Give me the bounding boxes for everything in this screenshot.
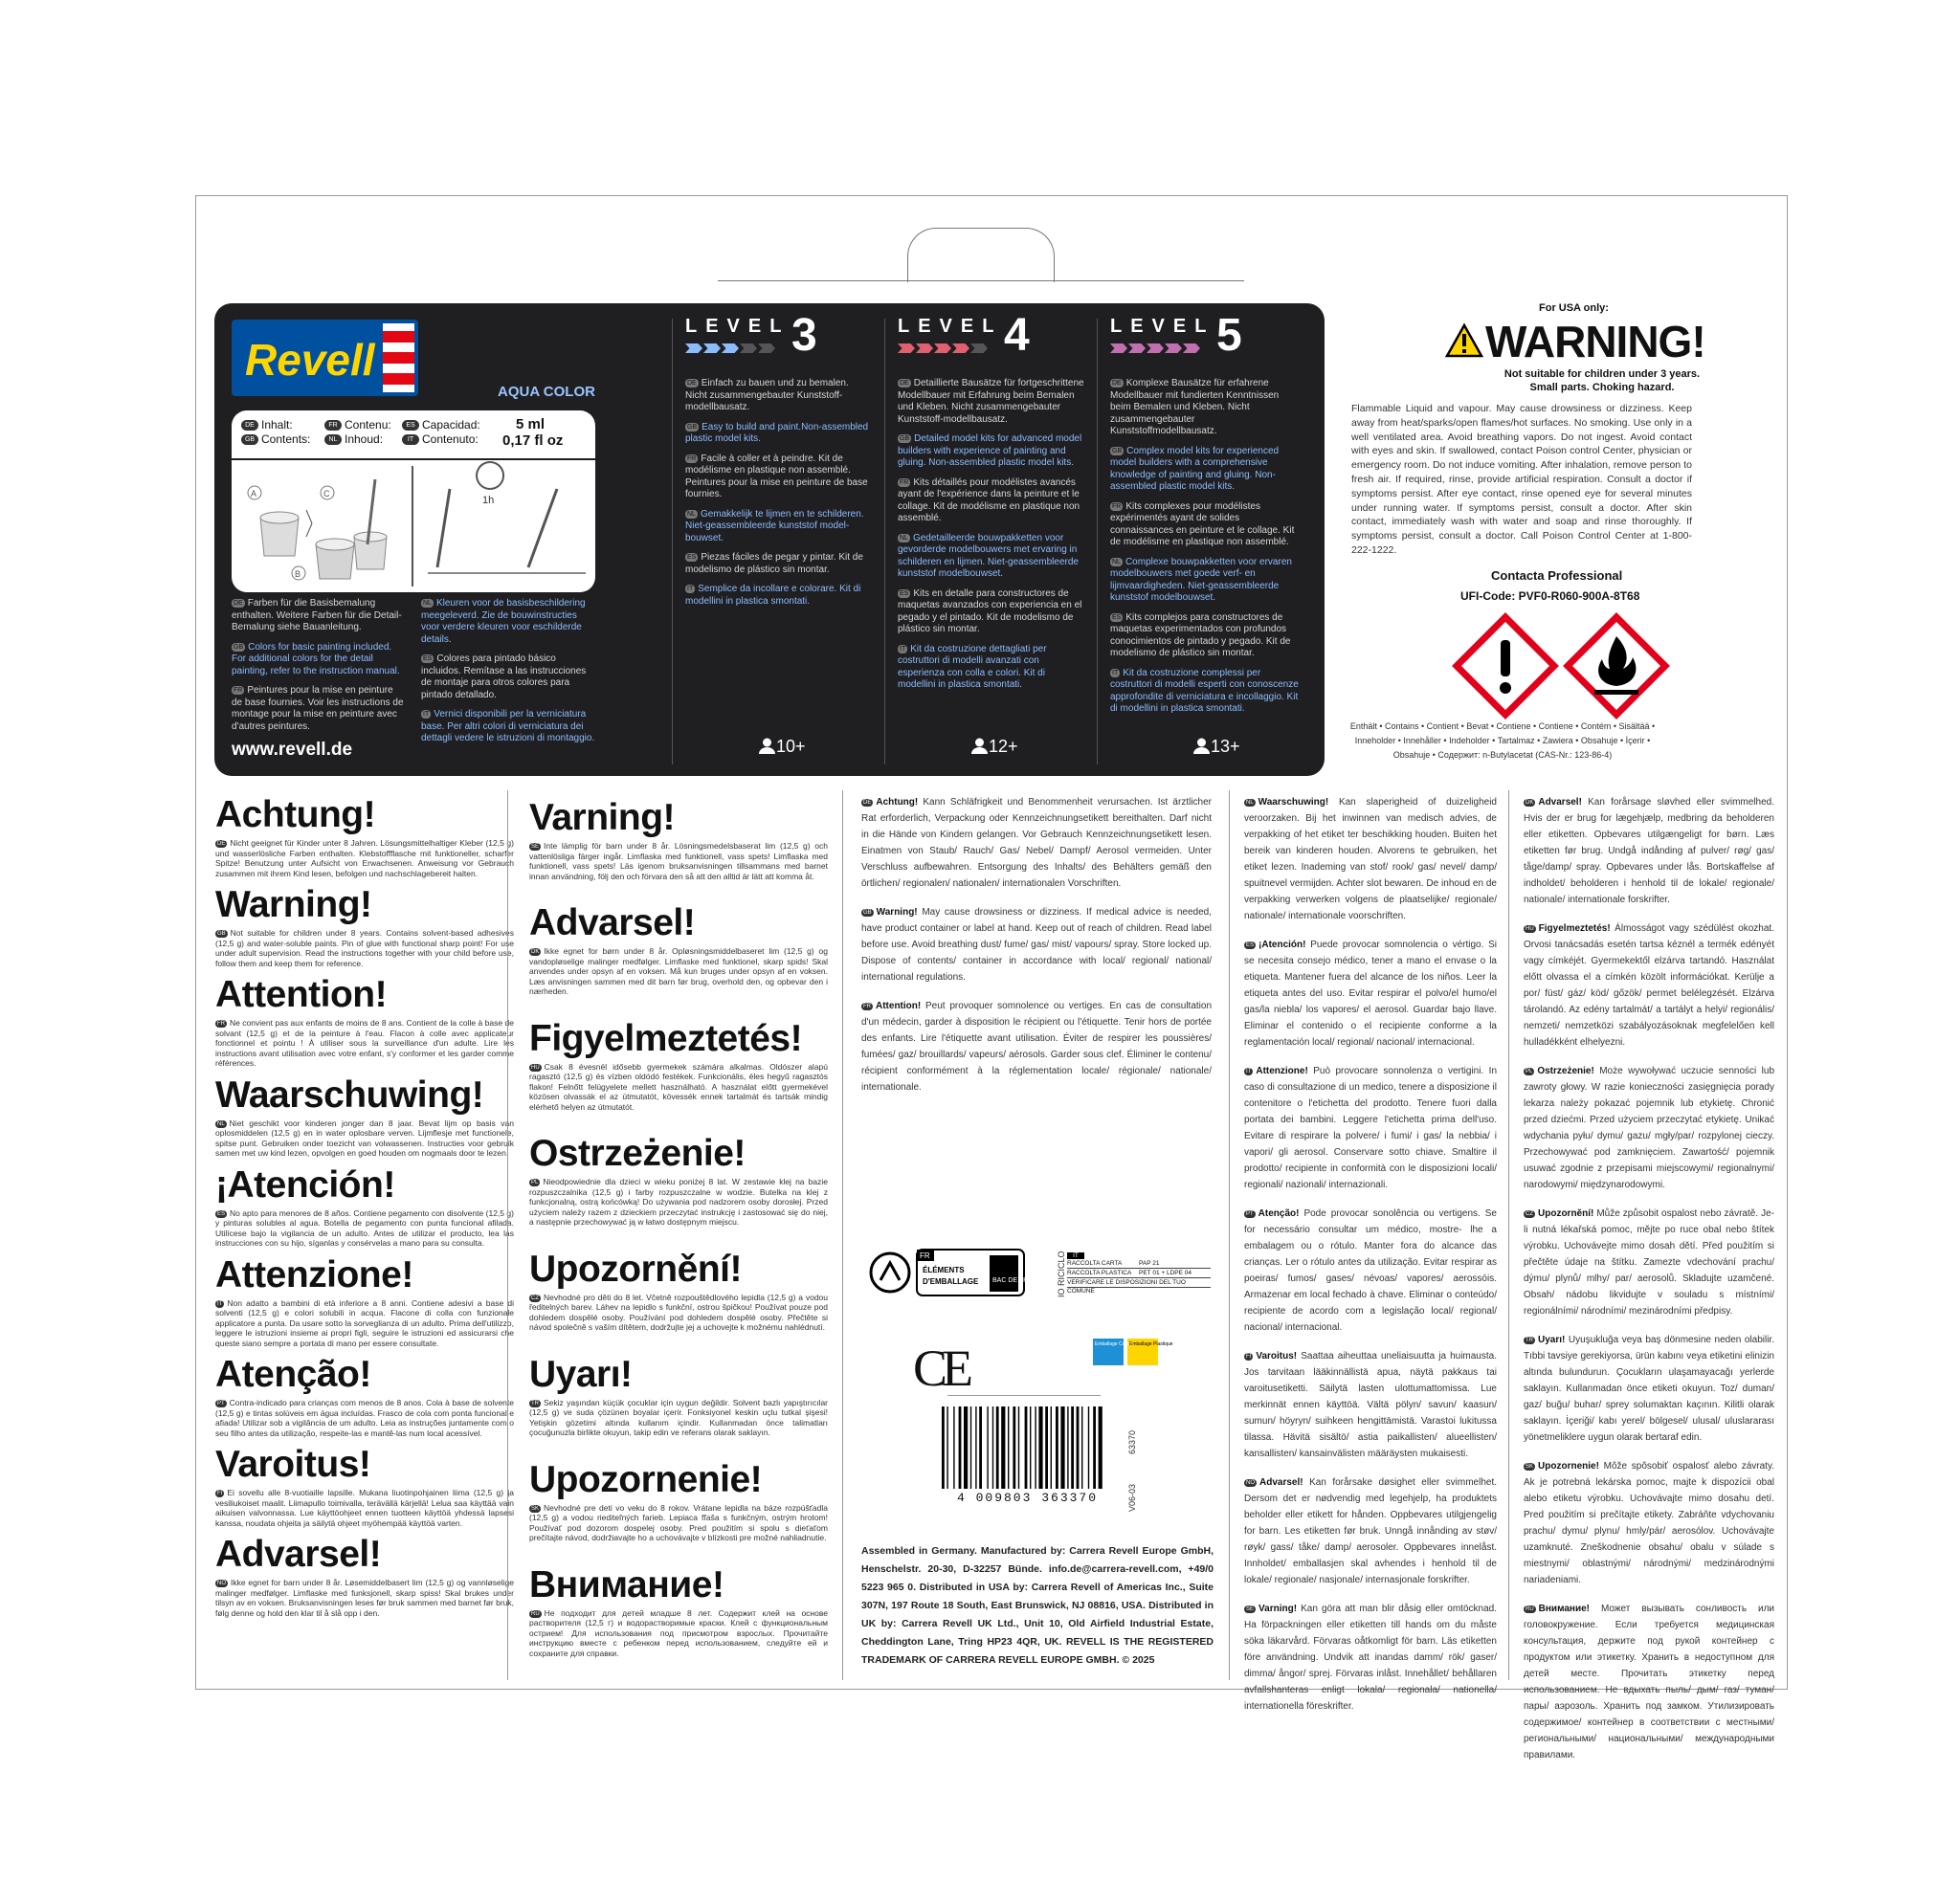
version-code: V06-03 <box>1127 1483 1137 1512</box>
barcode-bar <box>1099 1406 1102 1489</box>
person-icon <box>758 738 776 754</box>
product-panel <box>214 303 1325 776</box>
exclamation-hazard-icon <box>1453 613 1558 719</box>
barcode-bar <box>1081 1406 1082 1489</box>
barcode-bar <box>979 1406 982 1489</box>
level-5-column: LEVEL 5 DE Komplexe Bausätze für erfahrene Modellbauer mit fundierten Kenntnissen beim Bemalen und Kleben. Nicht zusammengebauter Kunststoffmodellbausatz. GB Complex model kits for experienced model builders with a comprehensive knowledge of painting and gluing. Non-assembled plastic model kits. FR Kits complexes pour modélistes expérimentés ayant de solides connaissances en peinture et le collage. Kit de modélisme en plastique non assemblé. NL Complexe bouwpakketten voor ervaren modelbouwers met goede verf- en lijmvaardigheden. Niet-geassembleerde kunststof modelbouwset. ES Kits complejos para constructores de maquetas experimentados con profundos conocimientos de pintado y pegado. Kit de modelismo de plástico sin montar. IT Kit da costruzione complessi per costruttori di modelli esperti con conoscenze approfondite di verniciatura e incollaggio. Kit di modellini in plastica smontati. 13+ <box>1097 303 1325 776</box>
barcode-bar <box>942 1406 945 1489</box>
paint-pot-icon <box>232 460 595 592</box>
barcode-bar <box>1001 1406 1005 1489</box>
barcode-bar <box>1093 1406 1096 1489</box>
barcode-bar <box>996 1406 999 1489</box>
product-name: Contacta Professional <box>1491 568 1623 583</box>
level-word: LEVEL <box>685 316 791 337</box>
fr-bin: BAC DE TRI <box>992 1277 1031 1284</box>
barcode-bar <box>992 1406 993 1489</box>
hazard-col-4: NL Waarschuwing! Kan slaperigheid of duizeligheid veroorzaken. Bij het inwinnen van medisch advies, de verpakking of het etiket ter beschikking houden. Buiten het bereik van kinderen houden. Alvorens te gebruiken, het etiket lezen. Inademing van stof/ rook/ gas/ nevel/ damp/ spuitnevel vermijden. Achter slot bewaren. De inhoud en de verpakking verwerken volgens de plaatselijke/ regionale/ nationale/ internationale voorschriften. ES ¡Atención! Puede provocar somnolencia o vértigo. Si se necesita consejo médico, tener a mano el envase o la etiqueta. Mantener fuera del alcance de los niños. Leer la etiqueta antes del uso. Evitar respirar el polvo/el humo/el gas/la niebla/ los vapores/ el aerosol. Guardar bajo llave. Eliminar el contenido o el recipiente conforme a la reglamentación local/ regional/ nacional/ internacional. IT Attenzione! Può provocare sonnolenza o vertigini. In caso di consultazione di un medico, tenere a disposizione il contenitore o l'etichetta del prodotto. Tenere fuori dalla portata dei bambini. Leggere l'etichetta prima dell'uso. Evitare di respirare la polvere/ i fumi/ i gas/ la nebbia/ i vapori/ gli aerosol. Conservare sotto chiave. Smaltire il prodotto/ recipiente in conformità con le disposizioni locali/ regionali/ nazionali/ internazionali. PT Atenção! Pode provocar sonolência ou vertigens. Se for necessário consultar um médico, mostre- lhe a embalagem ou o rótulo. Manter fora do alcance das crianças. Ler o rótulo antes da utilização. Evitar respirar as poeiras/ fumos/ gases/ névoas/ vapores/ aerossóis. Armazenar em local fechado à chave. Eliminar o conteúdo/ recipiente de acordo com a legislação local/ regional/ nacional/ internacional. FI Varoitus! Saattaa aiheuttaa uneliaisuutta ja huimausta. Jos tarvitaan lääkinnällistä apua, näytä pakkaus tai varoitusetiketti. Säilytä lasten ulottumattomissa. Lue merkinnät ennen käyttöä. Vältä pölyn/ savun/ kaasun/ sumun/ höyryn/ suihkeen hengittämistä. Varastoi lukitussa tilassa. Hävitä sisältö/ astia paikallisten/ alueellisten/ kansallisten/ kansainvälisten määräysten mukaisesti. NO Advarsel! Kan forårsake døsighet eller svimmelhet. Dersom det er nødvendig med legehjelp, ha produktets beholder eller etikett for hånden. Oppbevares utilgjengelig for barn. Les etiketten før bruk. Unngå innånding av støv/ røyk/ gass/ tåke/ damp/ aerosoler. Oppbevares innelåst. Innholdet/ emballasjen skal avhendes i henhold til de lokale/ regionale/ nasjonale/ internasjonale forskrifter. SE Varning! Kan göra att man blir dåsig eller omtöcknad. Ha förpackningen eller etiketten till hands om du måste söka läkarvård. Förvaras oåtkomligt för barn. Läs etiketten före användning. Undvik att inandas damm/ rök/ gaser/ dimma/ ångor/ sprej. Förvaras inlåst. Innehållet/ behållaren avfallshanteras enligt lokala/ regionala/ nationella/ internationella föreskrifter. <box>1244 797 1498 1712</box>
emballage-tags-icon <box>1091 1337 1173 1367</box>
barcode-number: 4 009803 363370 <box>957 1491 1099 1505</box>
barcode-bar <box>975 1406 976 1489</box>
warning-body: Flammable Liquid and vapour. May cause drowsiness or dizziness. Keep away from heat/sparks/open flames/hot surfaces. No smoking. Use only in a well ventilated area. Avoid breathing vapors. Do not ingest. Avoid contact with eyes and skin. If swallowed, contact Poison control Center, physician or emergency room. Do not induce vomiting. After inhalation, remove person to fresh air. If required, rinse, provide artificial respiration. Consult a doctor if symptoms persist. After eye contact, rinse opened eye for several minutes under running water. If symptoms persist, consult a doctor. After skin contact, immediately wash with water and soap and rinse thoroughly. If symptoms persist, consult a doctor. Call Poison Control Center at 1-800-222-1222. <box>1351 403 1692 556</box>
barcode-bar <box>970 1406 971 1489</box>
hazard-col-5: DK Advarsel! Kan forårsage sløvhed eller svimmelhed. Hvis der er brug for lægehjælp, medbring da beholderen eller etiketten. Opbevares utilgængeligt for børn. Læs etiketten før brug. Undgå indånding af pulver/ røg/ gas/ tåge/damp/ spray. Opbevares under lås. Bortskaffelse af indholdet/ beholderen i henhold til de lokale/ regionale/ nationale/ internationale forskrifter. HU Figyelmeztetés! Álmosságot vagy szédülést okozhat. Orvosi tanácsadás esetén tartsa kéznél a termék edényét vagy címkéjét. Gyermekektől elzárva tartandó. Használat előtt olvassa el a címkén közölt információkat. Kerülje a por/ füst/ gáz/ köd/ gőzök/ permet belélegzését. Elzárva tárolandó. Az edény tartalmát/ a tartályt a helyi/ regionális/ nemzeti/ nemzetközi szabályozásoknak megfelelően kell hulladékként elhelyezni. PL Ostrzeżenie! Może wywoływać uczucie senności lub zawroty głowy. W razie konieczności zasięgnięcia porady lekarza należy pokazać pojemnik lub etykietę. Chronić przed dziećmi. Przed użyciem przeczytać etykietę. Unikać wdychania pyłu/ dymu/ gazu/ mgły/par/ rozpylonej cieczy. Przechowywać pod zamknięciem. Zawartość/ pojemnik usuwać zgodnie z przepisami miejscowymi/ regionalnymi/ narodowymi/ międzynarodowymi. CZ Upozornění! Může způsobit ospalost nebo závratě. Je-li nutná lékařská pomoc, mějte po ruce obal nebo štítek výrobku. Uchovávejte mimo dosah dětí. Před použitím si přečtěte údaje na štítku. Zamezte vdechování prachu/ dýmu/ plynů/ mlhy/ par/ aerosolů. Skladujte uzamčené. Obsah/ nádobu likvidujte v souladu s místními/ regionálními/ národními/ mezinárodními předpisy. TR Uyarı! Uyuşukluğa veya baş dönmesine neden olabilir. Tıbbi tavsiye gerekiyorsa, ürün kabını veya etiketini elinizin altında bulundurun. Çocukların ulaşamayacağı yerlerde saklayın. Kullanmadan önce etiketi okuyun. Toz/ duman/ gaz/ buğu/ buhar/ sprey solumaktan kaçının. Kilitli olarak saklayın. İçeriği/ kabı yerel/ bölgesel/ ulusal/ uluslararası yönetmeliklere uygun olarak bertaraf edin. SK Upozornenie! Môže spôsobiť ospalosť alebo závraty. Ak je potrebná lekárska pomoc, majte k dispozícii obal alebo etiketu výrobku. Uchovávajte mimo dosahu detí. Pred použitím si prečítajte etikety. Zabráňte vdychovaniu prachu/ dymu/ plynu/ hmly/pár/ aerosólov. Uchovávajte uzamknuté. Zneškodnenie obsahu/ obalu v súlade s miestnymi/ oblastnými/ národnými/ medzinárodnými nariadeniami. RU Внимание! Может вызывать сонливость или головокружение. Если требуется медицинская консультация, держите под рукой контейнер с продуктом или этикетку. Хранить в недоступном для детей месте. Прочитать этикетку перед использованием. Не вдыхать пыль/ дым/ газ/ туман/ пары/ аэрозоль. Хранить под замком. Утилизировать содержимое/ контейнер в соответствии с местными/ региональными/ национальными/ международными правилами. <box>1524 797 1775 1760</box>
barcode-bar <box>953 1406 954 1489</box>
ce-mark: CE <box>913 1340 969 1397</box>
level-word: LEVEL <box>898 316 1003 337</box>
barcode-bar <box>1067 1406 1068 1489</box>
barcode-bar <box>1077 1406 1080 1489</box>
fr-text-1: ÉLÉMENTS <box>923 1266 965 1274</box>
level-arrows <box>685 341 776 358</box>
italian-recycling-table: IT RACCOLTA CARTA PAP 21 RACCOLTA PLASTICA PET 01 + LDPE 04 VERIFICARE LE DISPOSIZIONI DEL TUO COMUNE <box>1067 1252 1211 1288</box>
barcode-bar <box>964 1406 968 1489</box>
level-number: 4 <box>1004 310 1030 361</box>
level-word: LEVEL <box>1110 316 1215 337</box>
revell-logo <box>232 320 418 396</box>
barcode-bar <box>1045 1406 1048 1489</box>
barcode-bar <box>1056 1406 1058 1489</box>
fr-text-2: D'EMBALLAGE <box>923 1277 979 1286</box>
barcode-bar <box>1071 1406 1074 1489</box>
ufi-code: UFI-Code: PVF0-R060-900A-8T68 <box>1460 589 1640 603</box>
barcode-bar <box>1018 1406 1019 1489</box>
person-icon <box>1192 738 1211 754</box>
barcode-bar <box>1025 1406 1028 1489</box>
person-icon <box>970 738 989 754</box>
fr-label: Contenu: <box>345 418 391 432</box>
barcode-bar <box>1013 1406 1015 1489</box>
de-label: Inhalt: <box>261 418 293 432</box>
barcode-bar <box>1008 1406 1009 1489</box>
product-line: AQUA COLOR <box>498 384 595 400</box>
nl-label: Inhoud: <box>345 432 384 446</box>
age-rating: 13+ <box>1192 737 1240 757</box>
warnings-col-1: Achtung! DE Nicht geeignet für Kinder unter 8 Jahren. Lösungsmittelhaltiger Kleber (12,5 g) und wasserlösliche Farben enthalten. Klebstoffflasche mit funktioneller, scharfer Spitze! Benutzung unter Aufsicht von Erwachsenen. Anweisung vor Gebrauch zusammen mit ihrem Kind lesen, befolgen und nachschlagebereit halten. Warning! GB Not suitable for children under 8 years. Contains solvent-based adhesives (12,5 g) and water-soluble paints. Pin of glue with functional sharp point! For use under adult supervision. Read the instructions together with your child before use, follow them and keep them for reference. Attention! FR Ne convient pas aux enfants de moins de 8 ans. Contient de la colle à base de solvant (12,5 g) et de la peinture à l'eau. Flacon à colle avec applicateur fonctionnel et pointu ! À utiliser sous la surveillance d'un adulte. Lire les instructions avant utilisation avec votre enfant, s'y conformer et les garder comme références. Waarschuwing! NL Niet geschikt voor kinderen jonger dan 8 jaar. Bevat lijm op basis van oplosmiddelen (12,5 g) en in water oplosbare verven. Lijmflesje met functionele, spitse punt. Gebruiken onder toezicht van volwassenen. Instructies voor gebruik samen met uw kind lezen, opvolgen en goed houden om nogmaals door te lezen. ¡Atención! ES No apto para menores de 8 años. Contiene pegamento con disolvente (12,5 g) y pinturas solubles al agua. Botella de pegamento con punta funcional afilada. Utilícese bajo la vigilancia de un adulto. Antes de utilizar el producto, lea las instrucciones con su hijo, síganlas y consérvelas a mano para su consulta. Attenzione! IT Non adatto a bambini di età inferiore a 8 anni. Contiene adesivi a base di solventi (12,5 g) e colori solubili in acqua. Flacone di colla con funzionale applicatore a punta. Da usare sotto la sorveglianza di un adulto. Prima dell'utilizzo, leggere le istruzioni insieme ai propri figli, seguire le istruzioni ed assicurarsi che queste siano sempre a portata di mano per essere consultate. Atenção! PT Contra-indicado para crianças com menos de 8 anos. Cola à base de solvente (12,5 g) e tintas solúveis em água incluídas. Frasco de cola com ponta funcional e afiada! Utilizar sob a vigilância de um adulto. Leia as instruções juntamente com o seu filho antes da utilização, respeite-las e mantê-las num local acessível. Varoitus! FI Ei sovellu alle 8-vuotiaille lapsille. Mukana liuotinpohjainen liima (12,5 g) ja vesiliukoiset maalit. Liimapullo toimivalla, terävällä kärjellä! Lelua saa käyttää vain aikuisen valvonnassa. Lue käyttöohjeet ennen tuotteen käyttöä yhdessä lapsesi kanssa, noudata ohjeita ja säilytä ohjeet myöhempää käyttöä varten. Advarsel! NO Ikke egnet for barn under 8 år. Løsemiddelbasert lim (12,5 g) og vannløselige malinger medfølger. Limflaske med funksjonell, skarp spiss! Skal brukes under tilsyn av en voksen. Bruksanvisningen leses før bruk sammen med barnet før bruk, følg denne og hold den klar til å slå opp i den. <box>215 794 514 1618</box>
barcode-bar <box>1030 1406 1031 1489</box>
logo-text: Revell <box>245 335 375 385</box>
svg-text:B: B <box>295 569 301 579</box>
contents-box: DE Inhalt: GB Contents: FR Contenu: NL Inhoud: ES Capacidad: IT Contenuto: 5 ml 0,17 fl oz <box>232 410 595 458</box>
age-rating: 12+ <box>970 737 1018 757</box>
warning-triangle-icon <box>1445 323 1483 358</box>
barcode-bar <box>1038 1406 1042 1489</box>
volume-ml: 5 ml <box>516 416 546 432</box>
left-text-col-1: DE Farben für die Basisbemalung enthalten. Weitere Farben für die Detail-Bemalung siehe Bauanleitung. GB Colors for basic painting included. For additional colors for the detail painting, refer to the instruction manual. FR Peintures pour la mise en peinture de base fournies. Voir les instructions de montage pour la mise en peinture avec d'autres peintures. <box>232 598 404 732</box>
barcode-bar <box>1060 1406 1064 1489</box>
warning-subtitle: Not suitable for children under 3 years. Small parts. Choking hazard. <box>1503 368 1701 393</box>
timer-label: 1h <box>482 495 495 506</box>
triman-recycling-icon <box>867 1244 1031 1301</box>
warning-title: WARNING! <box>1485 317 1705 366</box>
level-4-column: LEVEL 4 DE Detaillierte Bausätze für fortgeschrittene Modellbauer mit Erfahrung beim Bemalen und Kleben. Nicht zusammengebauter Kunststoff-modellbausatz. GB Detailed model kits for advanced model builders with experience of painting and gluing. Non-assembled plastic model kits. FR Kits détaillés pour modélistes avancés ayant de l'expérience dans la peinture et le collage. Kit de modélisme en plastique non assemblé. NL Gedetailleerde bouwpakketten voor gevorderde modelbouwers met ervaring in schilderen en lijmen. Niet-geassembleerde kunststof modelbouwset. ES Kits en detalle para constructores de maquetas avanzados con experiencia en el pegado y el pintado. Kit de modelismo de plástico sin montar. IT Kit da costruzione dettagliati per costruttori di modelli avanzati con esperienza con colla e colori. Kit di modellini in plastica smontati. 12+ <box>884 303 1097 776</box>
es-label: Capacidad: <box>422 418 480 432</box>
flame-hazard-icon <box>1564 613 1669 719</box>
article-number: 63370 <box>1127 1429 1137 1454</box>
left-text-col-2: NL Kleuren voor de basisbeschildering meegeleverd. Zie de bouwinstructies voor verdere kleuren voor eschilderde details. ES Colores para pintado básico incluidos. Remítase a las instrucciones de montaje para otros colores para pintado detallado. IT Vernici disponibili per la verniciatura base. Per altri colori di verniciatura dei dettagli vedere le istruzioni di montaggio. <box>421 598 595 743</box>
level-3-column: LEVEL 3 DE Einfach zu bauen und zu bemalen. Nicht zusammengebauter Kunststoff-modellbausatz. GB Easy to build and paint.Non-assembled plastic model kits. FR Facile à coller et à peindre. Kit de modélisme en plastique non assemblé. Peintures pour la mise en peinture de base fournies. NL Gemakkelijk te lijmen en te schilderen. Niet-geassembleerde kunststof model-bouwset. ES Piezas fáciles de pegar y pintar. Kit de modelismo de plástico sin montar. IT Semplice da incollare e colorare. Kit di modellini in plastica smontati. 10+ <box>672 303 884 776</box>
gb-label: Contents: <box>261 432 311 446</box>
hanger-hole <box>907 228 1055 282</box>
barcode-bar <box>987 1406 988 1489</box>
warnings-col-2: Varning! SE Inte lämplig för barn under 8 år. Lösningsmedelsbaserat lim (12,5 g) och vattenlösliga färger ingår. Limflaska med funktionell, vass spets! Limflaska med funktionell, vass spets! Läs igenom bruksanvisningen tillsammans med barnet innan användning, följ den och förvara den så att den alltid är lätt att komma åt. Advarsel! DK Ikke egnet for børn under 8 år. Opløsningsmiddelbaseret lim (12,5 g) og vandopløselige malinger medfølger. Limflaske med funktionel, skarp spids! Skal anvendes under opsyn af en voksen. Må kun bruges under opsyn af en voksen. Læs anvisningen sammen med dit barn før brug, overhold den, og opbevar den i nærheden. Figyelmeztetés! HU Csak 8 évesnél idősebb gyermekek számára alkalmas. Oldószer alapú ragasztó (12,5 g) és vízben oldódó festékek. Funkcionális, éles hegyű ragasztós flakon! Felnőtt felügyelete mellett használható. A használat előtt gyermekével közösen olvassák el az útmutatót, kövessék ennek tartalmát és tartsák mindig elérhető helyen az útmutatót. Ostrzeżenie! PL Nieodpowiednie dla dzieci w wieku poniżej 8 lat. W zestawie klej na bazie rozpuszczalnika (12,5 g) i farby rozpuszczalne w wodzie. Butelka na klej z funkcjonalną, ostrą końcówką! Do używania pod nadzorem osoby dorosłej. Przed użyciem należy razem z dzieckiem przeczytać instrukcję i zastosować się do niej, a następnie przechowywać ją w łatwo dostępnym miejscu. Upozornění! CZ Nevhodné pro děti do 8 let. Včetně rozpouštědlového lepidla (12,5 g) a vodou ředitelných barev. Láhev na lepidlo s funkční, ostrou špičkou! Používat pouze pod dohledem dospělé osoby. Používání pod dohledem dospělé osoby. Přečtěte si návod společně s vaším dítětem, dodržujte jej a uchovejte k možnému nahlédnutí. Uyarı! TR Sekiz yaşından küçük çocuklar için uygun değildir. Solvent bazlı yapıştırıcılar (12,5 g) ve suda çözünen boyalar içerir. Fonksiyonel keskin uçlu tutkal şişesi! Yetişkin gözetimi altında kullanım içindir. Kullanmadan önce talimatları çocuğunuzla birlikte okuyun, takip edin ve referans olarak saklayın. Upozornenie! SK Nevhodné pre deti vo veku do 8 rokov. Vrátane lepidla na báze rozpúšťadla (12,5 g) a vodou riediteľných farieb. Lepiaca fľaša s funkčným, ostrým hrotom! Používať pod dozorom dospelej osoby. Pred použitím si spolu s dieťaťom prečítajte návod, dodržiavajte ho a uchovávajte v blízkosti pre možné nahliadnutie. Внимание! RU Не подходит для детей младше 8 лет. Содержит клей на основе растворителя (12,5 г) и водорастворимые краски. Клей с функциональным острием! Для использования под присмотром взрослых. Прочитайте инструкцию вместе с ребенком перед использованием, следуйте ей и сохраните для справки. <box>529 797 828 1658</box>
level-number: 5 <box>1216 310 1242 361</box>
barcode-bar <box>1035 1406 1036 1489</box>
manufacturer-info: Assembled in Germany. Manufactured by: Carrera Revell Europe GmbH, Henschelstr. 20-30, D-32257 Bünde. info.de@carrera-revell.com, +49/0 5223 965 0. Distributed in USA by: Carrera Revell of Americas Inc., Suite 307N, 197 Route 18 South, East Brunswick, NJ 08816, USA. Distributed in UK by: Carrera Revell UK Ltd., Unit 10, Old Airfield Industrial Estate, Cheddington Lane, Tring HP23 4QR, UK. REVELL IS THE REGISTERED TRADEMARK OF CARRERA REVELL EUROPE GMBH. © 2025 <box>861 1545 1214 1666</box>
contains-text: Enthält • Contains • Contient • Bevat • Contiene • Contiene • Contém • Sisältää • Inneholder • Innehåller • Indeholder • Tartalmaz • Zawiera • Obsahuje • İçerir • Obsahuje • Содержит: n-Butylacetat (CAS-Nr.: 123-86-4) <box>1349 721 1656 760</box>
level-arrows <box>1110 341 1201 358</box>
fr-tag: FR <box>920 1251 930 1260</box>
barcode-bar <box>1088 1406 1089 1489</box>
paint-illustration <box>232 460 595 592</box>
level-number: 3 <box>791 310 817 361</box>
it-side-label: IO RICICLO <box>1057 1251 1066 1297</box>
hanger-line <box>718 280 1244 281</box>
level-arrows <box>898 341 989 358</box>
website: www.revell.de <box>232 740 353 760</box>
usa-only-label: For USA only: <box>1539 302 1609 314</box>
age-rating: 10+ <box>758 737 806 757</box>
it-label: Contenuto: <box>422 432 479 446</box>
barcode-bar <box>1051 1406 1052 1489</box>
svg-text:A: A <box>251 489 257 498</box>
svg-text:C: C <box>323 489 330 498</box>
hazard-col-3: DE Achtung! Kann Schläfrigkeit und Benommenheit verursachen. Ist ärztlicher Rat erforderlich, Verpackung oder Kennzeichnungsetikett bereithalten. Darf nicht in die Hände von Kindern gelangen. Vor Gebrauch Kennzeichnungsetikett lesen. Einatmen von Staub/ Rauch/ Gas/ Nebel/ Dampf/ Aerosol vermeiden. Unter Verschluss aufbewahren. Entsorgung des Inhalts/ des Behälters gemäß den örtlichen/ regionalen/ nationalen/ internationalen Vorschriften. GB Warning! May cause drowsiness or dizziness. If medical advice is needed, have product container or label at hand. Keep out of reach of children. Read label before use. Avoid breathing dust/ fume/ gas/ mist/ vapours/ spray. Store locked up. Dispose of contents/ container in accordance with local/ regional/ national/ international regulations. FR Attention! Peut provoquer somnolence ou vertiges. En cas de consultation d'un médecin, garder à disposition le récipient ou l'étiquette. Tenir hors de portée des enfants. Lire l'étiquette avant utilisation. Éviter de respirer les poussières/ fumées/ gaz/ brouillards/ vapeurs/ aérosols. Garder sous clef. Éliminer le contenu/ récipient conformément à la réglementation locale/ régionale/ nationale/ internationale. <box>861 797 1213 1093</box>
tag2-label: Emballage Plastique <box>1129 1341 1173 1347</box>
barcode-bar <box>959 1406 962 1489</box>
tag1-label: Emballage Carton <box>1095 1341 1134 1347</box>
volume-floz: 0,17 fl oz <box>502 432 564 449</box>
